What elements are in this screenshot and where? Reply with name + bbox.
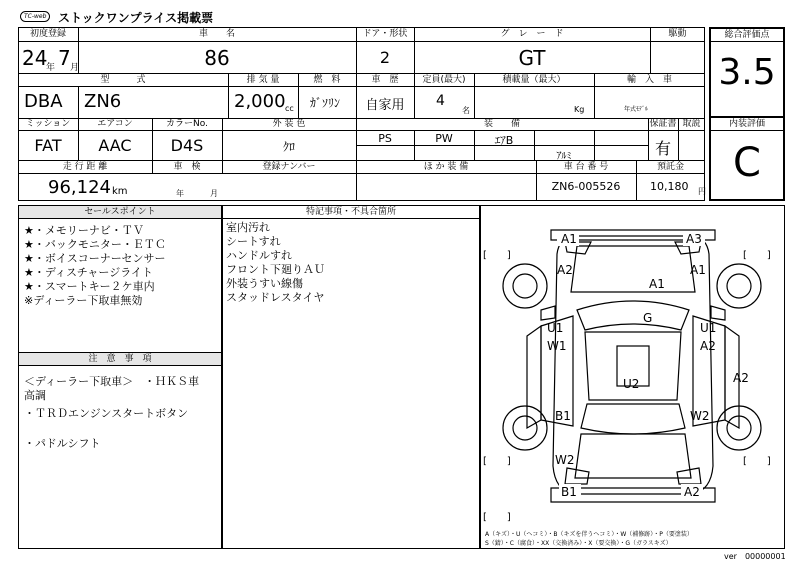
label-history: 車 歴 (371, 75, 399, 85)
list-item: シートすれ (226, 235, 281, 248)
unit-kg: Kg (574, 105, 585, 114)
mark-u1-right: U1 (700, 321, 717, 335)
label-mission: ミッション (25, 119, 71, 129)
unit-km: km (112, 186, 128, 197)
label-exterior-color: 外 装 色 (272, 119, 306, 129)
unit-import-year: 年式ﾓﾃﾞﾙ (624, 106, 649, 113)
label-plate: 登録ナンバー (262, 162, 316, 172)
equip-ps: PS (378, 132, 392, 145)
doors-value: 2 (379, 48, 391, 67)
car-body-outline (553, 236, 713, 494)
mark-w2-right: W2 (690, 409, 710, 423)
mark-a2-far: A2 (733, 371, 749, 385)
bracket: [ ] (483, 250, 511, 261)
mark-a2-right: A2 (700, 339, 716, 353)
first-reg-year: 24 (22, 46, 48, 70)
left-side-line (527, 326, 541, 428)
label-warranty: 保証書 (649, 119, 677, 129)
inspection-year-unit: 年 (176, 189, 184, 198)
special-notes-list (226, 221, 325, 305)
notes-list (24, 375, 199, 451)
right-mirror (711, 306, 725, 320)
mission-value: FAT (34, 136, 62, 155)
overall-score-value: 3.5 (718, 52, 776, 93)
sales-points-header: セールスポイント (19, 206, 221, 219)
chassis-no-value: ZN6-005526 (551, 180, 621, 193)
label-equipment: 装 備 (483, 119, 520, 129)
capacity-value: 4 (436, 93, 445, 109)
bracket: [ ] (743, 250, 771, 261)
legend-line-2: S（錆）・C（腐食）・XX（交換済み）・X（要交換）・G（ガラスキズ） (485, 540, 672, 547)
label-first-reg: 初度登録 (29, 29, 66, 39)
mark-w2-left: W2 (555, 453, 575, 467)
list-item (24, 421, 199, 429)
version-label: ver 00000001 (724, 552, 786, 561)
label-color: カラーNo. (166, 119, 208, 129)
label-door-shape: ドア・形状 (362, 29, 408, 39)
label-drive: 駆動 (668, 29, 687, 39)
special-notes-header: 特記事項・不具合箇所 (222, 206, 480, 219)
interior-score-value: C (733, 140, 761, 186)
page-title: ストックワンプライス掲載票 (58, 11, 214, 25)
first-reg-month: 7 (58, 46, 71, 70)
mark-a2-bottom: A2 (684, 485, 700, 499)
list-item: ハンドルすれ (226, 249, 292, 262)
label-fuel: 燃 料 (313, 75, 341, 85)
model-code: ZN6 (84, 91, 122, 112)
equip-airbag: ｴｱB (494, 134, 514, 147)
legend-line-1: A（キズ）・U（ヘコミ）・B（キズを伴うヘコミ）・W（補修跡）・P（要塗装） (485, 531, 693, 538)
mark-u1-left: U1 (547, 321, 564, 335)
wheel-front-left (503, 264, 547, 308)
unit-persons: 名 (462, 106, 470, 115)
list-item: ★・バックモニター・ＥＴＣ (24, 238, 166, 251)
label-price: 預託金 (656, 162, 684, 172)
list-item: ★・メモリーナビ・ＴＶ (24, 224, 144, 237)
mark-b1-bottom: B1 (561, 485, 577, 499)
trunk-outline (575, 434, 691, 478)
equip-pw: PW (435, 132, 453, 145)
mark-w1: W1 (547, 339, 567, 353)
label-import: 輸 入 車 (626, 75, 672, 85)
mark-a3: A3 (686, 232, 702, 246)
wheel-rear-left (503, 406, 547, 450)
list-item: 室内汚れ (226, 221, 270, 234)
deposit-value: 10,180 (650, 180, 689, 193)
unit-cc: cc (285, 104, 294, 113)
label-car-name: 車 名 (198, 29, 235, 39)
list-item: ・パドルシフト (24, 437, 101, 450)
mark-b1-left: B1 (555, 409, 571, 423)
history-value: 自家用 (365, 98, 405, 113)
color-no-value: D4S (170, 136, 204, 155)
wheel-front-right (717, 264, 761, 308)
unit-month: 月 (70, 63, 80, 73)
displacement-value: 2,000 (234, 91, 286, 112)
list-item (24, 429, 199, 437)
label-model: 型 式 (100, 75, 146, 85)
warranty-value: 有 (654, 139, 671, 158)
unit-yen: 円 (698, 187, 706, 196)
list-item: フロント下廻りＡＵ (226, 263, 325, 276)
left-mirror (541, 306, 555, 320)
label-grade: グ レ ー ド (500, 29, 564, 39)
label-other-equipment: ほ か 装 備 (423, 162, 469, 172)
label-mileage: 走 行 距 離 (62, 162, 108, 172)
mark-u2: U2 (623, 377, 640, 391)
list-item: ★・ディスチャージライト (24, 266, 153, 279)
label-displacement: 排 気 量 (246, 75, 280, 85)
mark-a1-right: A1 (690, 263, 706, 277)
hood-outline (571, 246, 695, 292)
aircon-value: AAC (98, 136, 132, 155)
right-taillight (677, 468, 701, 484)
sales-points-list (24, 224, 166, 308)
label-interior-score: 内装評価 (728, 119, 765, 129)
label-inspection: 車 検 (173, 162, 201, 172)
grade-value: GT (518, 46, 546, 70)
inspection-month-unit: 月 (210, 189, 218, 198)
list-item: ★・ボイスコーナーセンサー (24, 252, 166, 265)
type-prefix: DBA (24, 91, 63, 112)
fuel-value: ｶﾞｿﾘﾝ (310, 96, 341, 110)
list-item: ★・スマートキー２ケ車内 (24, 280, 155, 293)
label-chassis-no: 車 台 番 号 (563, 162, 609, 172)
list-item: 高調 (24, 389, 46, 402)
list-item: ※ディーラー下取車無効 (24, 294, 143, 307)
list-item: スタッドレスタイヤ (226, 291, 325, 304)
left-taillight (565, 468, 589, 484)
bracket: [ ] (483, 456, 511, 467)
mark-a1-center: A1 (649, 277, 665, 291)
bracket: [ ] (743, 456, 771, 467)
label-overall-score: 総合評価点 (724, 30, 770, 40)
car-diagram (481, 206, 784, 548)
label-capacity: 定員(最大) (422, 75, 466, 85)
windshield-outline (577, 301, 689, 330)
unit-year: 年 (46, 63, 56, 73)
bracket: [ ] (483, 512, 511, 523)
equip-alumi: ｱﾙﾐ (556, 151, 572, 162)
mark-g: G (643, 311, 653, 325)
list-item: ・ＴＲＤエンジンスタートボタン (24, 407, 189, 420)
label-aircon: エアコン (97, 119, 133, 129)
label-load: 積載量（最大） (502, 75, 566, 85)
exterior-color-value: ｸﾛ (282, 140, 295, 154)
mark-a1-top: A1 (561, 232, 577, 246)
list-item: 外装うすい線傷 (226, 277, 303, 290)
mileage-value: 96,124 (48, 177, 111, 198)
list-item: ＜ディーラー下取車＞ ・ＨＫＳ車 (24, 375, 200, 388)
label-manual: 取説 (682, 119, 701, 129)
rear-window-outline (581, 404, 685, 434)
notes-header: 注 意 事 項 (19, 353, 221, 366)
logo: TC-web (20, 11, 50, 22)
car-name-value: 86 (204, 46, 230, 70)
mark-a2-left: A2 (557, 263, 573, 277)
